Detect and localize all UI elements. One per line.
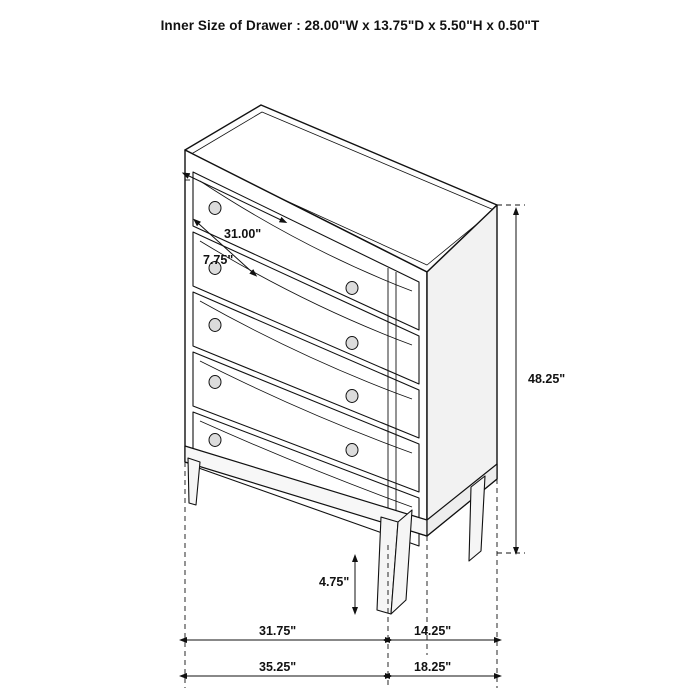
dimension-total-height-label: 48.25"	[528, 372, 566, 386]
chest-illustration	[185, 105, 497, 614]
dimension-total-height	[516, 215, 565, 548]
dimension-overall-depth-label: 18.25"	[414, 660, 452, 674]
leg-back-right	[469, 476, 485, 561]
dimension-row-overall	[187, 660, 495, 676]
dimension-leg-height	[319, 562, 355, 608]
dimension-leg-height-label: 4.75"	[319, 575, 350, 589]
page-title: Inner Size of Drawer : 28.00"W x 13.75"D x 5.50"H x 0.50"T	[160, 18, 540, 33]
dimension-drawer-width-label: 31.00"	[224, 227, 262, 241]
dimension-front-width-label: 31.75"	[259, 624, 297, 638]
leg-front-left	[188, 458, 200, 505]
dimension-drawer-height-label: 7.75"	[203, 253, 234, 267]
dimension-side-depth-label: 14.25"	[414, 624, 452, 638]
dimension-overall-width-label: 35.25"	[259, 660, 297, 674]
dimension-row-front-side	[187, 624, 495, 640]
